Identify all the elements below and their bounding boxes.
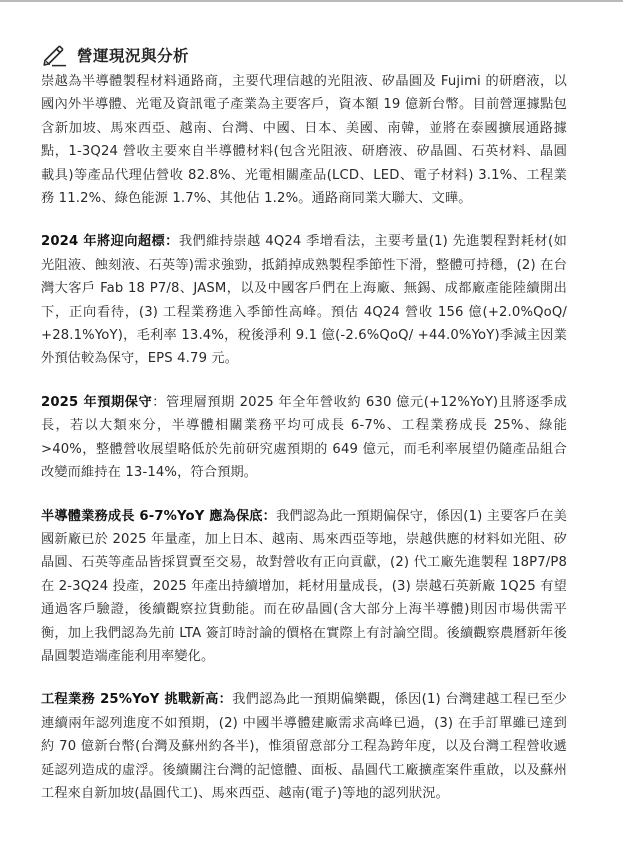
paragraph-body: 我們認為此一預期偏樂觀，係因(1) 台灣建越工程已至少連續兩年認列進度不如預期，(2) 中國半導體建廠需求高峰已過，(3) 在手訂單雖已達到約 70 億新台幣(台灣及蘇州約各半)，惟須留意部分工程為跨年度，以及台灣工程營收遞延認列造成的虛浮。後續關注台灣的記憶體、面板、晶圓代工廠擴產案件重啟，以及蘇州工程來自新加坡(晶圓代工)、馬來西亞、越南(電子)等地的認列狀況。 [41,692,567,801]
paragraph-body: 崇越為半導體製程材料通路商，主要代理信越的光阻液、矽晶圓及 Fujimi 的研磨液，以國內外半導體、光電及資訊電子產業為主要客戶，資本額 19 億新台幣。目前營運據點包含新加坡、馬來西亞、越南、台灣、中國、日本、美國、南韓，並將在泰國擴展通路據點，1-3Q24 營收主要來自半導體材料(包含光阻液、研磨液、矽晶圓、石英材料、晶圓載具)等產品代理佔營收 82.8%、光電相關產品(LCD、LED、電子材料) 3.1%、工程業務 11.2%、綠色能源 1.7%、其他佔 1.2%。通路商同業大聯大、文曄。 [41,74,567,207]
paragraph-2025-guidance [41,391,567,485]
paragraph-lead: 2024 年將迎向超標： [41,234,179,250]
section-heading [41,42,567,68]
paragraph-body: 我們維持崇越 4Q24 季增看法，主要考量(1) 先進製程對耗材(如光阻液、蝕刻液、石英等)需求強勁，抵銷掉成熟製程季節性下滑，整體可持穩，(2) 在台灣大客戶 Fab 18 P7/8、JASM，以及中國客戶們在上海廠、無錫、成都廠產能陸續開出下，正向看待，(3) 工程業務進入季節性高峰。預估 4Q24 營收 156 億(+2.0%QoQ/ +28.1%YoY)，毛利率 13.4%，稅後淨利 9.1 億(-2.6%QoQ/ +44.0%YoY)季減主因業外預估較為保守，EPS 4.79 元。 [41,234,567,367]
section-title: 營運現況與分析 [77,47,190,65]
paragraph-lead: 半導體業務成長 6-7%YoY 應為保底： [41,508,277,524]
paragraph-body: ：管理層預期 2025 年全年營收約 630 億元(+12%YoY)且將逐季成長，若以大類來分，半導體相關業務平均可成長 6-7%、工程業務成長 25%、綠能>40%，整體營收展望略低於先前研究處預期的 649 億元，而毛利率展望仍隨產品組合改變而維持在 13-14%，符合預期。 [41,394,567,481]
paragraph-lead: 工程業務 25%YoY 挑戰新高： [41,692,233,708]
paragraph-lead: 2025 年預期保守 [41,394,153,410]
paragraph-body: 我們認為此一預期偏保守，係因(1) 主要客戶在美國新廠已於 2025 年量產，加上日本、越南、馬來西亞等地，崇越供應的材料如光阻、矽晶圓、石英等產品皆採買賣至交易，故對營收有正向貢獻，(2) 代工廠先進製程 18P7/P8 在 2-3Q24 投產，2025 年產出持續增加，耗材用量成長，(3) 崇越石英新廠 1Q25 有望通過客戶驗證，後續觀察拉貨動能。而在矽晶圓(含大部分上海半導體)則因市場供需平衡，加上我們認為先前 LTA 簽訂時討論的價格在實際上有討論空間。後續觀察農曆新年後晶圓製造端產能利用率變化。 [41,508,567,664]
pencil-icon [41,43,67,67]
report-section [41,42,567,805]
paragraph-engineering-business [41,688,567,805]
paragraph-semiconductor-business [41,505,567,669]
top-divider [0,0,623,2]
paragraph-company-overview [41,70,567,210]
paragraph-2024-outlook [41,230,567,370]
